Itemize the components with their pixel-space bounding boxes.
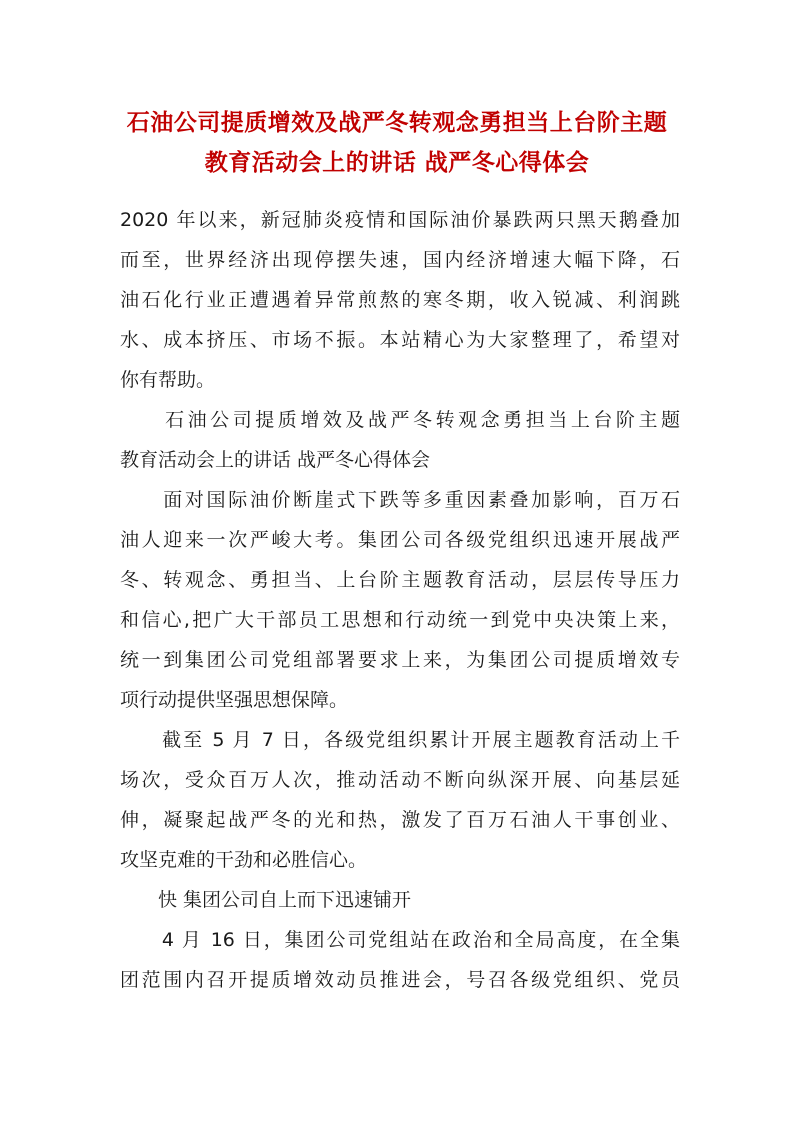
- text-line: 油石化行业正遭遇着异常煎熬的寒冬期，收入锐减、利润跳: [120, 289, 680, 311]
- text-line: 攻坚克难的干劲和必胜信心。: [120, 849, 368, 871]
- paragraph-subtitle: [120, 400, 680, 480]
- document-body: [120, 200, 680, 1000]
- text-line: 场次，受众百万人次，推动活动不断向纵深开展、向基层延: [120, 769, 680, 791]
- text-line: 伸，凝聚起战严冬的光和热，激发了百万石油人干事创业、: [120, 809, 680, 831]
- text-line: 截至 5 月 7 日，各级党组织累计开展主题教育活动上千: [120, 729, 680, 751]
- text-line: 你有帮助。: [120, 369, 216, 391]
- text-line: 面对国际油价断崖式下跌等多重因素叠加影响，百万石: [120, 489, 680, 511]
- title-line: 教育活动会上的讲话 战严冬心得体会: [204, 149, 590, 176]
- text-line: 教育活动会上的讲话 战严冬心得体会: [120, 449, 431, 471]
- text-line: 快 集团公司自上而下迅速铺开: [120, 889, 412, 911]
- text-line: 而至，世界经济出现停摆失速，国内经济增速大幅下降，石: [120, 249, 680, 271]
- text-line: 2020 年以来，新冠肺炎疫情和国际油价暴跌两只黑天鹅叠加: [120, 209, 680, 231]
- text-line: 团范围内召开提质增效动员推进会，号召各级党组织、党员: [120, 969, 680, 991]
- text-line: 石油公司提质增效及战严冬转观念勇担当上台阶主题: [120, 409, 680, 431]
- text-line: 项行动提供坚强思想保障。: [120, 689, 349, 711]
- paragraph-body-1: [120, 480, 680, 720]
- text-line: 4 月 16 日，集团公司党组站在政治和全局高度，在全集: [120, 929, 680, 951]
- paragraph-body-3: [120, 920, 680, 1000]
- text-line: 油人迎来一次严峻大考。集团公司各级党组织迅速开展战严: [120, 529, 680, 551]
- paragraph-intro: [120, 200, 680, 400]
- text-line: 和信心,把广大干部员工思想和行动统一到党中央决策上来，: [120, 609, 680, 631]
- document-title: [100, 103, 694, 183]
- paragraph-body-2: [120, 720, 680, 880]
- section-heading: [120, 880, 680, 920]
- text-line: 水、成本挤压、市场不振。本站精心为大家整理了，希望对: [120, 329, 680, 351]
- text-line: 冬、转观念、勇担当、上台阶主题教育活动，层层传导压力: [120, 569, 680, 591]
- title-line: 石油公司提质增效及战严冬转观念勇担当上台阶主题: [126, 109, 668, 136]
- text-line: 统一到集团公司党组部署要求上来，为集团公司提质增效专: [120, 649, 680, 671]
